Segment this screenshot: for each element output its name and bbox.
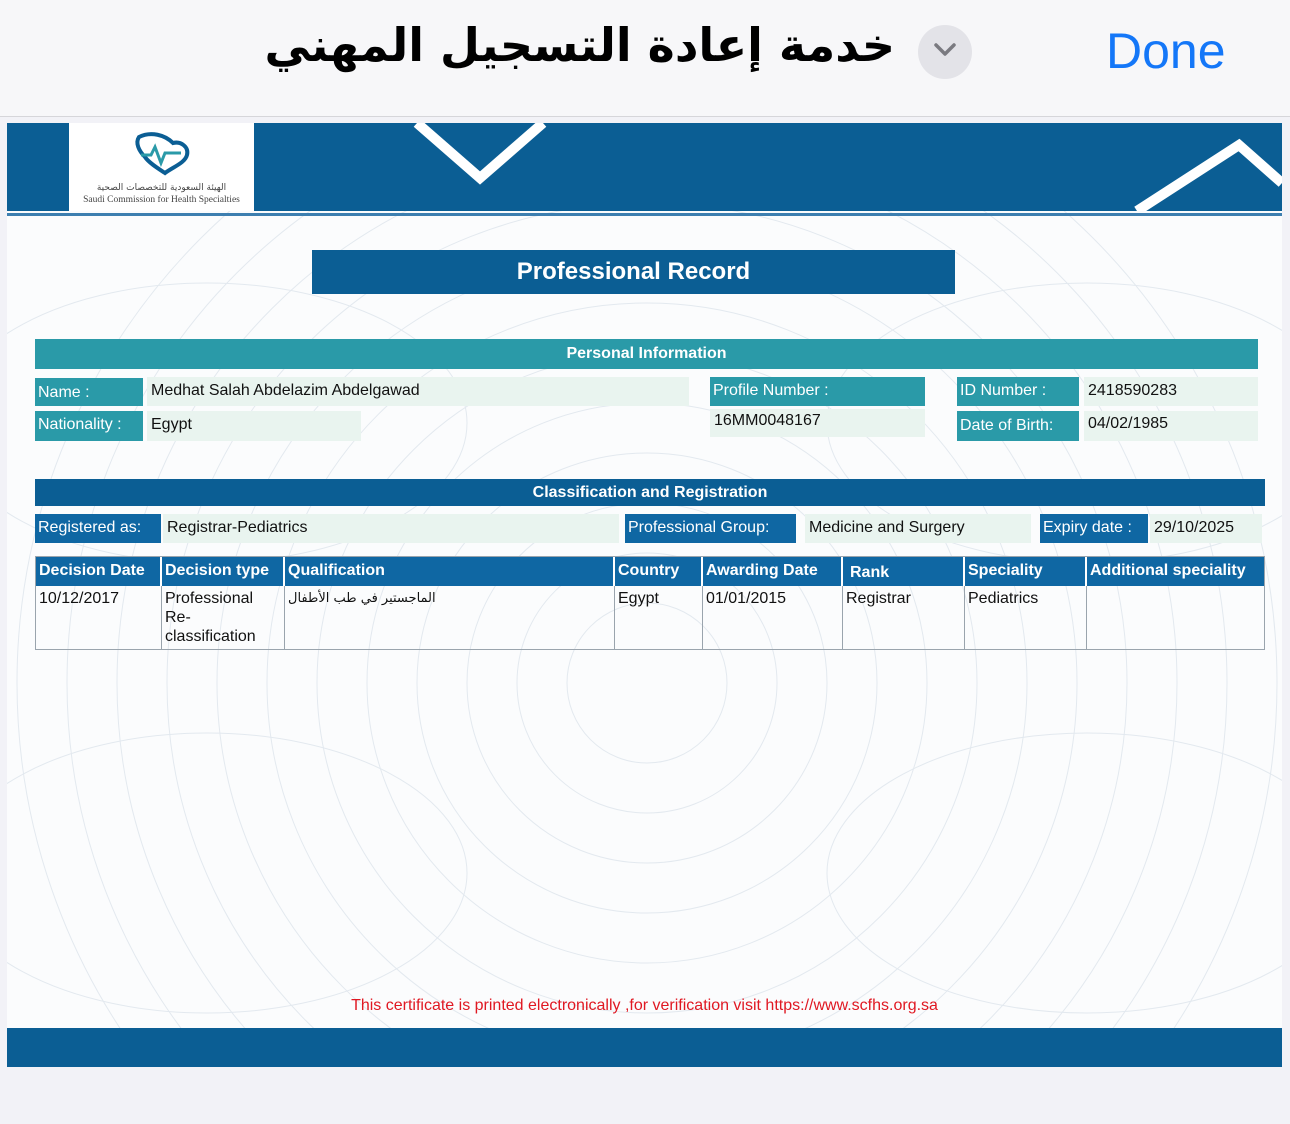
decision-type-line: classification [165,628,256,645]
cell-country: Egypt [615,586,703,649]
cell-decision-date: 10/12/2017 [36,586,162,649]
document-footer [7,1028,1282,1067]
profile-number-label: Profile Number : [710,377,925,406]
column-header-qualification: Qualification [285,557,615,586]
cell-decision-type [162,586,285,649]
nationality-value: Egypt [147,411,361,441]
done-button[interactable]: Done [1106,23,1226,79]
profile-number-value: 16MM0048167 [710,409,925,437]
header-divider [7,213,1282,216]
column-header-awarding-date: Awarding Date [703,557,843,586]
professional-group-label: Professional Group: [625,514,796,543]
registered-as-label: Registered as: [35,514,161,543]
logo-arabic-text: الهيئة السعودية للتخصصات الصحية [96,183,227,193]
name-label: Name : [35,378,143,406]
page-title: خدمة إعادة التسجيل المهني [264,18,895,72]
cell-additional-speciality [1087,586,1264,649]
column-header-decision-date: Decision Date [36,557,162,586]
expiry-date-value: 29/10/2025 [1150,514,1262,543]
cell-speciality: Pediatrics [965,586,1087,649]
column-header-country: Country [615,557,703,586]
decision-type-line: Re- [165,609,191,626]
cell-qualification: الماجستير في طب الأطفال [285,586,615,649]
dob-value: 04/02/1985 [1084,411,1258,441]
navigation-bar [0,0,1290,117]
decision-table [35,556,1265,650]
column-header-rank: Rank [843,557,965,586]
column-header-decision-type: Decision type [162,557,285,586]
dob-label: Date of Birth: [957,411,1079,441]
nationality-label: Nationality : [35,411,143,441]
expiry-date-label: Expiry date : [1040,514,1148,543]
professional-group-value: Medicine and Surgery [805,514,1031,543]
heartbeat-logo-icon [69,123,254,183]
document-title: Professional Record [312,250,955,294]
id-number-value: 2418590283 [1084,377,1258,406]
cell-awarding-date: 01/01/2015 [703,586,843,649]
title-menu-button[interactable] [918,25,972,79]
logo-english-text: Saudi Commission for Health Specialties [83,195,240,205]
column-header-additional-speciality: Additional speciality [1087,557,1264,586]
cell-rank: Registrar [843,586,965,649]
scfhs-logo [69,123,254,211]
name-value: Medhat Salah Abdelazim Abdelgawad [147,377,689,406]
chevron-down-icon [934,43,956,62]
column-header-speciality: Speciality [965,557,1087,586]
decision-type-line: Professional [165,590,254,607]
classification-heading: Classification and Registration [35,479,1265,506]
certificate-document [7,123,1282,1067]
id-number-label: ID Number : [957,377,1079,406]
registered-as-value: Registrar-Pediatrics [163,514,619,543]
verification-note: This certificate is printed electronically ,for verification visit https://www.scfhs.org.sa [351,997,938,1014]
personal-info-heading: Personal Information [35,339,1258,369]
